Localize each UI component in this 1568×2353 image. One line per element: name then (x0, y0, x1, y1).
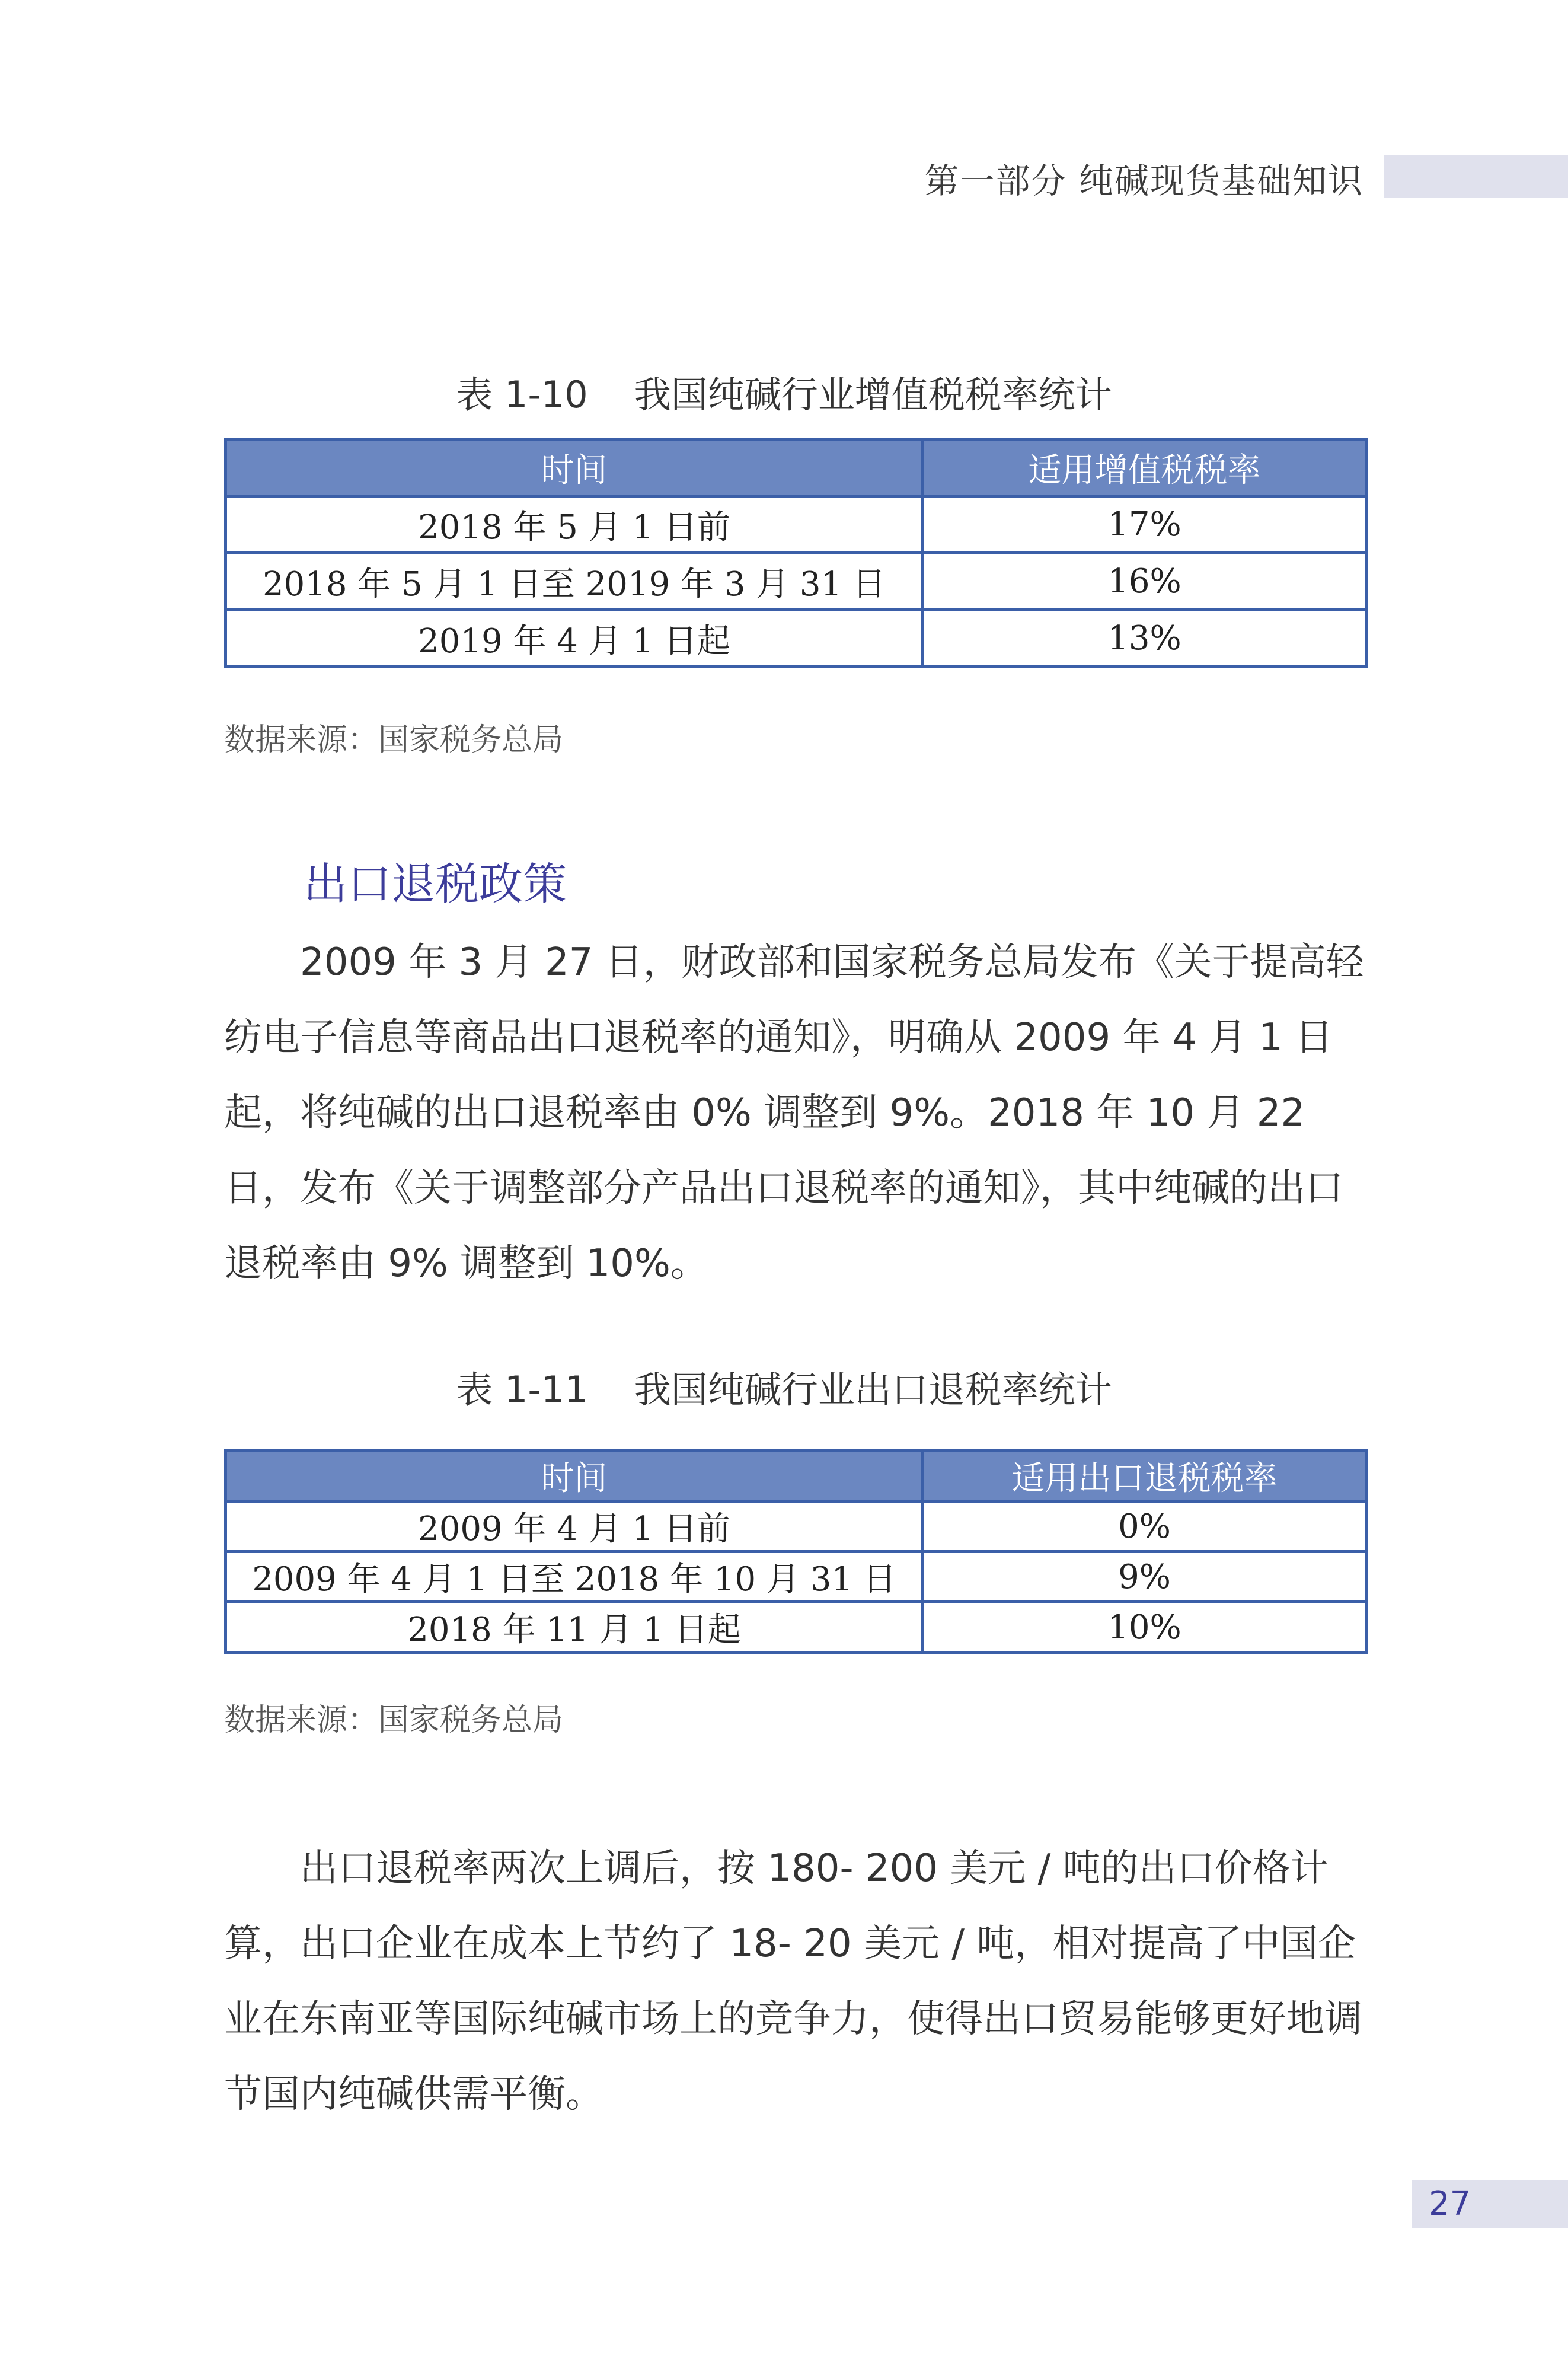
table-row (226, 1501, 1366, 1552)
body-paragraph (224, 1831, 1365, 2132)
section-heading: 出口退税政策 (304, 859, 567, 910)
table-cell: 2018 年 5 月 1 日前 (226, 496, 923, 553)
paragraph-text: 出口退税率两次上调后，按 180- 200 美元 / 吨的出口价格计算，出口企业在成本上节约了 18- 20 美元 / 吨，相对提高了中国企业在东南亚等国际纯碱市场上的竞争力，使得出口贸易能够更好地调节国内纯碱供需平衡。 (224, 1847, 1362, 2116)
header-tab-bar (1384, 155, 1568, 198)
table-title: 我国纯碱行业出口退税率统计 (634, 1368, 1112, 1411)
table-caption (0, 365, 1568, 418)
table-cell: 0% (923, 1501, 1366, 1552)
paragraph-text: 2009 年 3 月 27 日，财政部和国家税务总局发布《关于提高轻纺电子信息等商品出口退税率的通知》，明确从 2009 年 4 月 1 日起，将纯碱的出口退税率由 0% 调整到 9%。2018 年 10 月 22 日，发布《关于调整部分产品出口退税率的通知》，其中纯碱的出口退税率由 9% 调整到 10%。 (224, 940, 1364, 1286)
table-row (226, 610, 1366, 667)
vat-rate-table (224, 438, 1368, 668)
table-row (226, 1552, 1366, 1602)
table-cell: 16% (923, 553, 1366, 610)
column-header-rate: 适用出口退税税率 (923, 1451, 1366, 1501)
source-note: 数据来源：国家税务总局 (224, 1702, 564, 1738)
column-header-time: 时间 (226, 1451, 923, 1501)
table-cell: 2009 年 4 月 1 日前 (226, 1501, 923, 1552)
table-row (226, 496, 1366, 553)
table-title: 我国纯碱行业增值税税率统计 (634, 373, 1112, 416)
page-number: 27 (1412, 2180, 1568, 2228)
export-rebate-table (224, 1449, 1368, 1654)
table-cell: 17% (923, 496, 1366, 553)
table-row (226, 1602, 1366, 1653)
column-header-time: 时间 (226, 439, 923, 496)
table-number: 表 1-11 (456, 1368, 588, 1411)
table-cell: 2009 年 4 月 1 日至 2018 年 10 月 31 日 (226, 1552, 923, 1602)
table-row (226, 553, 1366, 610)
running-header: 第一部分 纯碱现货基础知识 (924, 161, 1363, 201)
table-cell: 10% (923, 1602, 1366, 1653)
column-header-rate: 适用增值税税率 (923, 439, 1366, 496)
table-number: 表 1-10 (456, 373, 588, 416)
source-note: 数据来源：国家税务总局 (224, 722, 564, 758)
table-cell: 9% (923, 1552, 1366, 1602)
body-paragraph (224, 925, 1365, 1302)
table-cell: 2018 年 11 月 1 日起 (226, 1602, 923, 1653)
table-cell: 2019 年 4 月 1 日起 (226, 610, 923, 667)
table-cell: 2018 年 5 月 1 日至 2019 年 3 月 31 日 (226, 553, 923, 610)
table-caption (0, 1360, 1568, 1413)
table-cell: 13% (923, 610, 1366, 667)
